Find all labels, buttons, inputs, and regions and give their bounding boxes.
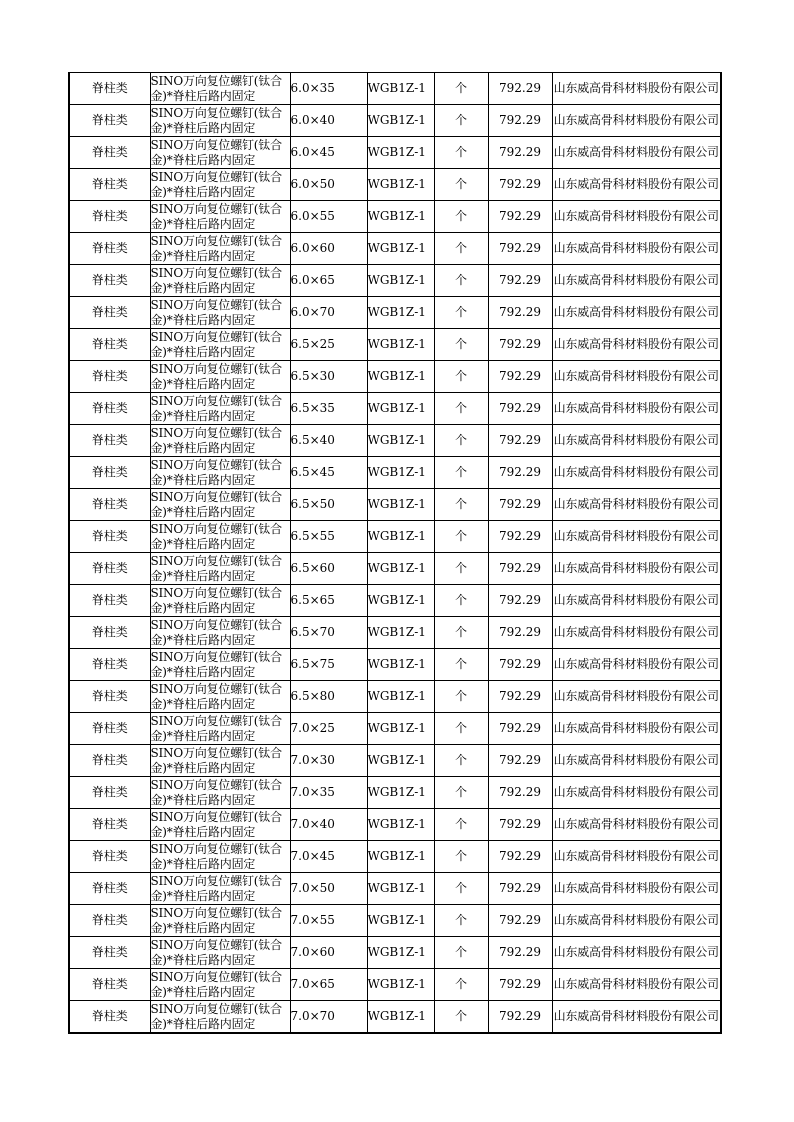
unit-cell: 个	[434, 713, 488, 745]
product-table	[68, 72, 722, 1034]
price-cell: 792.29	[488, 425, 552, 457]
spec-cell: 6.0×45	[290, 137, 367, 169]
price-cell: 792.29	[488, 905, 552, 937]
spec-cell: 7.0×40	[290, 809, 367, 841]
category-cell: 脊柱类	[69, 745, 150, 777]
product-name-cell: SINO万向复位螺钉(钛合金)*脊柱后路内固定	[150, 905, 290, 937]
table-row	[69, 105, 721, 137]
unit-cell: 个	[434, 745, 488, 777]
category-cell: 脊柱类	[69, 681, 150, 713]
table-row	[69, 233, 721, 265]
spec-cell: 7.0×50	[290, 873, 367, 905]
manufacturer-cell: 山东威高骨科材料股份有限公司	[552, 361, 721, 393]
unit-cell: 个	[434, 297, 488, 329]
manufacturer-cell: 山东威高骨科材料股份有限公司	[552, 1001, 721, 1034]
product-name-cell: SINO万向复位螺钉(钛合金)*脊柱后路内固定	[150, 681, 290, 713]
unit-cell: 个	[434, 1001, 488, 1034]
manufacturer-cell: 山东威高骨科材料股份有限公司	[552, 809, 721, 841]
model-cell: WGB1Z-1	[367, 1001, 434, 1034]
spec-cell: 6.5×55	[290, 521, 367, 553]
spec-cell: 7.0×65	[290, 969, 367, 1001]
spec-cell: 6.0×65	[290, 265, 367, 297]
product-name-cell: SINO万向复位螺钉(钛合金)*脊柱后路内固定	[150, 937, 290, 969]
spec-cell: 7.0×55	[290, 905, 367, 937]
manufacturer-cell: 山东威高骨科材料股份有限公司	[552, 681, 721, 713]
unit-cell: 个	[434, 393, 488, 425]
price-cell: 792.29	[488, 841, 552, 873]
price-cell: 792.29	[488, 361, 552, 393]
category-cell: 脊柱类	[69, 73, 150, 105]
table-row	[69, 553, 721, 585]
manufacturer-cell: 山东威高骨科材料股份有限公司	[552, 457, 721, 489]
price-cell: 792.29	[488, 489, 552, 521]
model-cell: WGB1Z-1	[367, 969, 434, 1001]
category-cell: 脊柱类	[69, 297, 150, 329]
unit-cell: 个	[434, 489, 488, 521]
category-cell: 脊柱类	[69, 521, 150, 553]
manufacturer-cell: 山东威高骨科材料股份有限公司	[552, 649, 721, 681]
category-cell: 脊柱类	[69, 457, 150, 489]
spec-cell: 6.5×25	[290, 329, 367, 361]
product-name-cell: SINO万向复位螺钉(钛合金)*脊柱后路内固定	[150, 297, 290, 329]
price-cell: 792.29	[488, 297, 552, 329]
category-cell: 脊柱类	[69, 969, 150, 1001]
category-cell: 脊柱类	[69, 649, 150, 681]
model-cell: WGB1Z-1	[367, 265, 434, 297]
manufacturer-cell: 山东威高骨科材料股份有限公司	[552, 73, 721, 105]
category-cell: 脊柱类	[69, 265, 150, 297]
manufacturer-cell: 山东威高骨科材料股份有限公司	[552, 585, 721, 617]
table-row	[69, 201, 721, 233]
unit-cell: 个	[434, 841, 488, 873]
category-cell: 脊柱类	[69, 905, 150, 937]
manufacturer-cell: 山东威高骨科材料股份有限公司	[552, 553, 721, 585]
model-cell: WGB1Z-1	[367, 617, 434, 649]
table-row	[69, 489, 721, 521]
category-cell: 脊柱类	[69, 809, 150, 841]
table-row	[69, 457, 721, 489]
category-cell: 脊柱类	[69, 105, 150, 137]
table-row	[69, 585, 721, 617]
table-row	[69, 1001, 721, 1034]
manufacturer-cell: 山东威高骨科材料股份有限公司	[552, 297, 721, 329]
category-cell: 脊柱类	[69, 137, 150, 169]
unit-cell: 个	[434, 361, 488, 393]
spec-cell: 6.0×40	[290, 105, 367, 137]
spec-cell: 7.0×45	[290, 841, 367, 873]
spec-cell: 6.5×70	[290, 617, 367, 649]
price-cell: 792.29	[488, 585, 552, 617]
product-name-cell: SINO万向复位螺钉(钛合金)*脊柱后路内固定	[150, 457, 290, 489]
model-cell: WGB1Z-1	[367, 649, 434, 681]
product-name-cell: SINO万向复位螺钉(钛合金)*脊柱后路内固定	[150, 361, 290, 393]
product-name-cell: SINO万向复位螺钉(钛合金)*脊柱后路内固定	[150, 489, 290, 521]
model-cell: WGB1Z-1	[367, 489, 434, 521]
price-cell: 792.29	[488, 105, 552, 137]
price-cell: 792.29	[488, 777, 552, 809]
manufacturer-cell: 山东威高骨科材料股份有限公司	[552, 233, 721, 265]
table-row	[69, 137, 721, 169]
category-cell: 脊柱类	[69, 425, 150, 457]
product-name-cell: SINO万向复位螺钉(钛合金)*脊柱后路内固定	[150, 617, 290, 649]
price-cell: 792.29	[488, 233, 552, 265]
category-cell: 脊柱类	[69, 201, 150, 233]
manufacturer-cell: 山东威高骨科材料股份有限公司	[552, 777, 721, 809]
table-row	[69, 393, 721, 425]
spec-cell: 7.0×25	[290, 713, 367, 745]
price-cell: 792.29	[488, 809, 552, 841]
table-row	[69, 777, 721, 809]
category-cell: 脊柱类	[69, 233, 150, 265]
category-cell: 脊柱类	[69, 585, 150, 617]
table-row	[69, 969, 721, 1001]
manufacturer-cell: 山东威高骨科材料股份有限公司	[552, 105, 721, 137]
model-cell: WGB1Z-1	[367, 553, 434, 585]
unit-cell: 个	[434, 329, 488, 361]
product-name-cell: SINO万向复位螺钉(钛合金)*脊柱后路内固定	[150, 73, 290, 105]
unit-cell: 个	[434, 585, 488, 617]
category-cell: 脊柱类	[69, 553, 150, 585]
table-row	[69, 809, 721, 841]
spec-cell: 6.5×80	[290, 681, 367, 713]
category-cell: 脊柱类	[69, 169, 150, 201]
price-cell: 792.29	[488, 681, 552, 713]
spec-cell: 6.0×60	[290, 233, 367, 265]
model-cell: WGB1Z-1	[367, 329, 434, 361]
unit-cell: 个	[434, 201, 488, 233]
manufacturer-cell: 山东威高骨科材料股份有限公司	[552, 521, 721, 553]
unit-cell: 个	[434, 617, 488, 649]
table-row	[69, 681, 721, 713]
price-cell: 792.29	[488, 393, 552, 425]
spec-cell: 6.0×50	[290, 169, 367, 201]
category-cell: 脊柱类	[69, 937, 150, 969]
price-cell: 792.29	[488, 873, 552, 905]
product-name-cell: SINO万向复位螺钉(钛合金)*脊柱后路内固定	[150, 873, 290, 905]
product-name-cell: SINO万向复位螺钉(钛合金)*脊柱后路内固定	[150, 329, 290, 361]
product-name-cell: SINO万向复位螺钉(钛合金)*脊柱后路内固定	[150, 969, 290, 1001]
price-cell: 792.29	[488, 745, 552, 777]
manufacturer-cell: 山东威高骨科材料股份有限公司	[552, 745, 721, 777]
price-cell: 792.29	[488, 1001, 552, 1034]
price-cell: 792.29	[488, 201, 552, 233]
model-cell: WGB1Z-1	[367, 201, 434, 233]
spec-cell: 6.0×55	[290, 201, 367, 233]
table-row	[69, 745, 721, 777]
product-name-cell: SINO万向复位螺钉(钛合金)*脊柱后路内固定	[150, 745, 290, 777]
model-cell: WGB1Z-1	[367, 521, 434, 553]
unit-cell: 个	[434, 905, 488, 937]
category-cell: 脊柱类	[69, 873, 150, 905]
category-cell: 脊柱类	[69, 489, 150, 521]
table-body	[69, 73, 721, 1034]
table-row	[69, 329, 721, 361]
manufacturer-cell: 山东威高骨科材料股份有限公司	[552, 169, 721, 201]
manufacturer-cell: 山东威高骨科材料股份有限公司	[552, 937, 721, 969]
spec-cell: 6.5×40	[290, 425, 367, 457]
model-cell: WGB1Z-1	[367, 585, 434, 617]
table-row	[69, 649, 721, 681]
product-name-cell: SINO万向复位螺钉(钛合金)*脊柱后路内固定	[150, 649, 290, 681]
manufacturer-cell: 山东威高骨科材料股份有限公司	[552, 489, 721, 521]
model-cell: WGB1Z-1	[367, 137, 434, 169]
model-cell: WGB1Z-1	[367, 873, 434, 905]
manufacturer-cell: 山东威高骨科材料股份有限公司	[552, 969, 721, 1001]
spec-cell: 7.0×30	[290, 745, 367, 777]
price-cell: 792.29	[488, 457, 552, 489]
unit-cell: 个	[434, 105, 488, 137]
unit-cell: 个	[434, 969, 488, 1001]
category-cell: 脊柱类	[69, 393, 150, 425]
product-name-cell: SINO万向复位螺钉(钛合金)*脊柱后路内固定	[150, 553, 290, 585]
price-cell: 792.29	[488, 969, 552, 1001]
model-cell: WGB1Z-1	[367, 361, 434, 393]
model-cell: WGB1Z-1	[367, 425, 434, 457]
model-cell: WGB1Z-1	[367, 841, 434, 873]
manufacturer-cell: 山东威高骨科材料股份有限公司	[552, 713, 721, 745]
model-cell: WGB1Z-1	[367, 937, 434, 969]
unit-cell: 个	[434, 457, 488, 489]
price-cell: 792.29	[488, 649, 552, 681]
manufacturer-cell: 山东威高骨科材料股份有限公司	[552, 201, 721, 233]
product-name-cell: SINO万向复位螺钉(钛合金)*脊柱后路内固定	[150, 809, 290, 841]
category-cell: 脊柱类	[69, 329, 150, 361]
model-cell: WGB1Z-1	[367, 745, 434, 777]
price-cell: 792.29	[488, 617, 552, 649]
model-cell: WGB1Z-1	[367, 809, 434, 841]
spec-cell: 6.0×70	[290, 297, 367, 329]
spec-cell: 6.0×35	[290, 73, 367, 105]
manufacturer-cell: 山东威高骨科材料股份有限公司	[552, 617, 721, 649]
model-cell: WGB1Z-1	[367, 905, 434, 937]
product-name-cell: SINO万向复位螺钉(钛合金)*脊柱后路内固定	[150, 777, 290, 809]
product-name-cell: SINO万向复位螺钉(钛合金)*脊柱后路内固定	[150, 521, 290, 553]
unit-cell: 个	[434, 425, 488, 457]
model-cell: WGB1Z-1	[367, 681, 434, 713]
price-cell: 792.29	[488, 137, 552, 169]
manufacturer-cell: 山东威高骨科材料股份有限公司	[552, 265, 721, 297]
manufacturer-cell: 山东威高骨科材料股份有限公司	[552, 425, 721, 457]
table-row	[69, 297, 721, 329]
model-cell: WGB1Z-1	[367, 105, 434, 137]
category-cell: 脊柱类	[69, 713, 150, 745]
unit-cell: 个	[434, 553, 488, 585]
table-row	[69, 521, 721, 553]
product-name-cell: SINO万向复位螺钉(钛合金)*脊柱后路内固定	[150, 201, 290, 233]
unit-cell: 个	[434, 681, 488, 713]
manufacturer-cell: 山东威高骨科材料股份有限公司	[552, 873, 721, 905]
spec-cell: 6.5×45	[290, 457, 367, 489]
product-name-cell: SINO万向复位螺钉(钛合金)*脊柱后路内固定	[150, 585, 290, 617]
product-name-cell: SINO万向复位螺钉(钛合金)*脊柱后路内固定	[150, 713, 290, 745]
manufacturer-cell: 山东威高骨科材料股份有限公司	[552, 905, 721, 937]
table-row	[69, 873, 721, 905]
spec-cell: 7.0×35	[290, 777, 367, 809]
product-name-cell: SINO万向复位螺钉(钛合金)*脊柱后路内固定	[150, 105, 290, 137]
unit-cell: 个	[434, 521, 488, 553]
model-cell: WGB1Z-1	[367, 777, 434, 809]
model-cell: WGB1Z-1	[367, 713, 434, 745]
price-cell: 792.29	[488, 937, 552, 969]
product-name-cell: SINO万向复位螺钉(钛合金)*脊柱后路内固定	[150, 425, 290, 457]
category-cell: 脊柱类	[69, 617, 150, 649]
category-cell: 脊柱类	[69, 777, 150, 809]
product-name-cell: SINO万向复位螺钉(钛合金)*脊柱后路内固定	[150, 265, 290, 297]
product-name-cell: SINO万向复位螺钉(钛合金)*脊柱后路内固定	[150, 233, 290, 265]
model-cell: WGB1Z-1	[367, 297, 434, 329]
unit-cell: 个	[434, 169, 488, 201]
price-cell: 792.29	[488, 329, 552, 361]
price-cell: 792.29	[488, 265, 552, 297]
spec-cell: 6.5×50	[290, 489, 367, 521]
category-cell: 脊柱类	[69, 1001, 150, 1034]
unit-cell: 个	[434, 937, 488, 969]
product-name-cell: SINO万向复位螺钉(钛合金)*脊柱后路内固定	[150, 841, 290, 873]
spec-cell: 6.5×75	[290, 649, 367, 681]
product-name-cell: SINO万向复位螺钉(钛合金)*脊柱后路内固定	[150, 1001, 290, 1034]
model-cell: WGB1Z-1	[367, 73, 434, 105]
unit-cell: 个	[434, 233, 488, 265]
manufacturer-cell: 山东威高骨科材料股份有限公司	[552, 841, 721, 873]
table-row	[69, 73, 721, 105]
model-cell: WGB1Z-1	[367, 457, 434, 489]
unit-cell: 个	[434, 777, 488, 809]
spec-cell: 6.5×65	[290, 585, 367, 617]
unit-cell: 个	[434, 873, 488, 905]
spec-cell: 7.0×60	[290, 937, 367, 969]
spec-cell: 7.0×70	[290, 1001, 367, 1034]
manufacturer-cell: 山东威高骨科材料股份有限公司	[552, 393, 721, 425]
price-cell: 792.29	[488, 73, 552, 105]
manufacturer-cell: 山东威高骨科材料股份有限公司	[552, 137, 721, 169]
price-cell: 792.29	[488, 169, 552, 201]
unit-cell: 个	[434, 809, 488, 841]
product-name-cell: SINO万向复位螺钉(钛合金)*脊柱后路内固定	[150, 137, 290, 169]
manufacturer-cell: 山东威高骨科材料股份有限公司	[552, 329, 721, 361]
unit-cell: 个	[434, 265, 488, 297]
price-cell: 792.29	[488, 521, 552, 553]
table-row	[69, 937, 721, 969]
product-name-cell: SINO万向复位螺钉(钛合金)*脊柱后路内固定	[150, 393, 290, 425]
model-cell: WGB1Z-1	[367, 169, 434, 201]
table-row	[69, 713, 721, 745]
table-row	[69, 841, 721, 873]
price-cell: 792.29	[488, 553, 552, 585]
table-row	[69, 361, 721, 393]
price-cell: 792.29	[488, 713, 552, 745]
table-row	[69, 169, 721, 201]
spec-cell: 6.5×30	[290, 361, 367, 393]
table-row	[69, 425, 721, 457]
model-cell: WGB1Z-1	[367, 233, 434, 265]
category-cell: 脊柱类	[69, 841, 150, 873]
unit-cell: 个	[434, 73, 488, 105]
table-row	[69, 617, 721, 649]
unit-cell: 个	[434, 649, 488, 681]
table-row	[69, 905, 721, 937]
table-row	[69, 265, 721, 297]
product-name-cell: SINO万向复位螺钉(钛合金)*脊柱后路内固定	[150, 169, 290, 201]
model-cell: WGB1Z-1	[367, 393, 434, 425]
spec-cell: 6.5×60	[290, 553, 367, 585]
spec-cell: 6.5×35	[290, 393, 367, 425]
unit-cell: 个	[434, 137, 488, 169]
category-cell: 脊柱类	[69, 361, 150, 393]
